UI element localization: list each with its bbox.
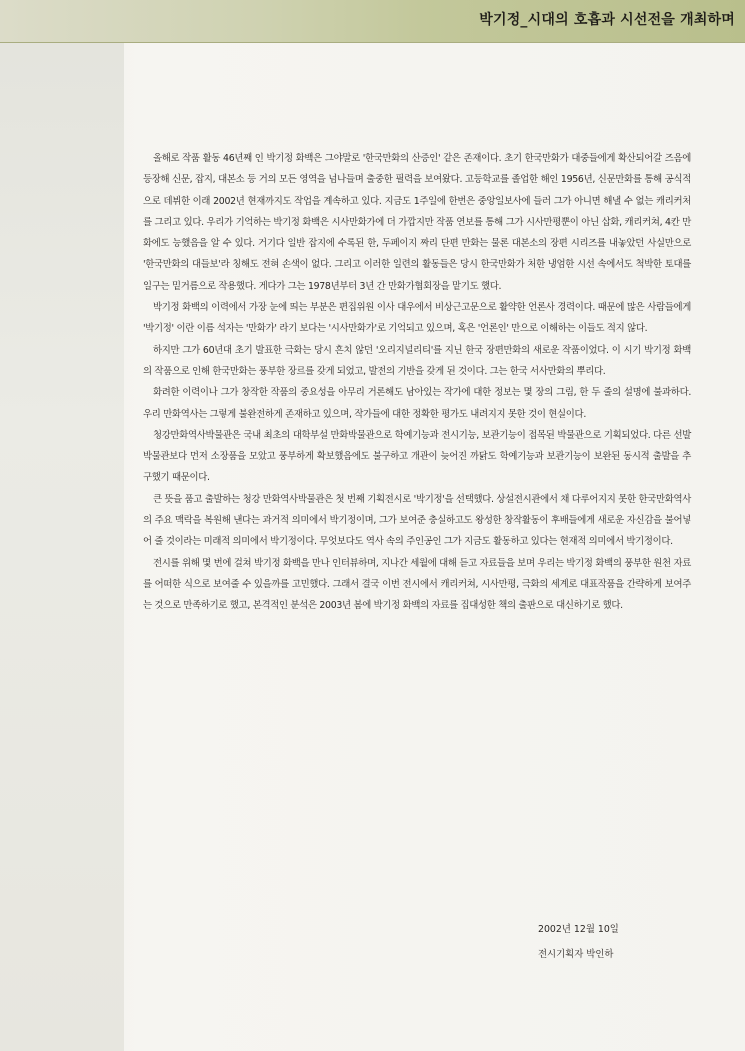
signature-author: 전시기획자 박인하 <box>538 949 614 960</box>
paragraph-3: 하지만 그가 60년대 초기 발표한 극화는 당시 흔치 않던 '오리지널리티'를 지닌 한국 장편만화의 새로운 작품이었다. 이 시기 박기정 화백의 작품으로 인해 한국만화는 풍부한 장르를 갖게 되었고, 발전의 기반을 갖게 된 것이다. 그는 한국 서사만화의 뿌리다. <box>143 344 691 377</box>
paragraph-5: 청강만화역사박물관은 국내 최초의 대학부설 만화박물관으로 학예기능과 전시기능, 보관기능이 접목된 박물관으로 기획되었다. 다른 선발 박물관보다 먼저 소장품을 모았고 풍부하게 확보했음에도 불구하고 개관이 늦어진 까닭도 학예기능과 보관기능이 보완된 동시적 출발을 추구했기 때문이다. <box>143 429 691 484</box>
paragraph-7: 전시를 위해 몇 번에 걸쳐 박기정 화백을 만나 인터뷰하며, 지나간 세월에 대해 듣고 자료들을 보며 우리는 박기정 화백의 풍부한 원천 자료를 어떠한 식으로 보여줄 수 있을까를 고민했다. 그래서 결국 이번 전시에서 캐리커쳐, 시사만평, 극화의 세계로 대표작품을 간략하게 보여주는 것으로 만족하기로 했고, 본격적인 분석은 2003년 봄에 박기정 화백의 자료를 집대성한 책의 출판으로 대신하기로 했다. <box>143 557 691 612</box>
body-text <box>143 148 691 617</box>
page-title: 박기정_시대의 호흡과 시선전을 개최하며 <box>479 12 735 28</box>
header-bar <box>0 0 745 43</box>
signature-date: 2002년 12월 10일 <box>538 924 619 935</box>
paragraph-4: 화려한 이력이나 그가 창작한 작품의 중요성을 아무리 거론해도 남아있는 작가에 대한 정보는 몇 장의 그림, 한 두 줄의 설명에 불과하다. 우리 만화역사는 그렇게 불완전하게 존재하고 있으며, 작가들에 대한 정확한 평가도 내려지지 못한 것이 현실이다. <box>143 387 691 420</box>
signature-block <box>538 917 698 967</box>
paragraph-1: 올해로 작품 활동 46년째 인 박기정 화백은 그야말로 '한국만화의 산증인' 같은 존재이다. 초기 한국만화가 대중들에게 확산되어갈 즈음에 등장해 신문, 잡지, 대본소 등 거의 모든 영역을 넘나들며 출중한 필력을 보여왔다. 고등학교를 졸업한 해인 1956년, 신문만화를 통해 공식적으로 데뷔한 이래 2002년 현재까지도 작업을 계속하고 있다. 지금도 1주일에 한번은 중앙일보사에 들러 그가 아니면 해낼 수 없는 캐리커처를 그리고 있다. 우리가 기억하는 박기정 화백은 시사만화가에 더 가깝지만 작품 연보를 통해 그가 시사만평뿐이 아닌 삽화, 캐리커쳐, 4칸 만화에도 능했음을 알 수 있다. 거기다 일반 잡지에 수록된 한, 두페이지 짜리 단편 만화는 물론 대본소의 장편 시리즈를 내놓았던 사실만으로 '한국만화의 대들보'라 칭해도 전혀 손색이 없다. 그리고 이러한 일련의 활동들은 당시 한국만화가 처한 냉엄한 시선 속에서도 척박한 토대를 일구는 밑거름으로 작용했다. 게다가 그는 1978년부터 3년 간 만화가협회장을 맡기도 했다. <box>143 153 691 292</box>
paragraph-6: 큰 뜻을 품고 출발하는 청강 만화역사박물관은 첫 번째 기획전시로 '박기정'을 선택했다. 상설전시관에서 채 다루어지지 못한 한국만화역사의 주요 맥락을 복원해 낸다는 과거적 의미에서 박기정이며, 그가 보여준 충실하고도 왕성한 창작활동이 후배들에게 새로운 자신감을 불어넣어 줄 것이라는 미래적 의미에서 박기정이다. 무엇보다도 역사 속의 주인공인 그가 지금도 활동하고 있다는 현재적 의미에서 박기정이다. <box>143 493 691 548</box>
paragraph-2: 박기정 화백의 이력에서 가장 눈에 띄는 부분은 편집위원 이사 대우에서 비상근고문으로 활약한 언론사 경력이다. 때문에 많은 사람들에게 '박기정' 이란 이름 석자는 '만화가' 라기 보다는 '시사만화가'로 기억되고 있으며, 혹은 '언론인' 만으로 이해하는 이들도 적지 않다. <box>143 302 691 335</box>
left-margin-strip <box>0 0 124 1051</box>
